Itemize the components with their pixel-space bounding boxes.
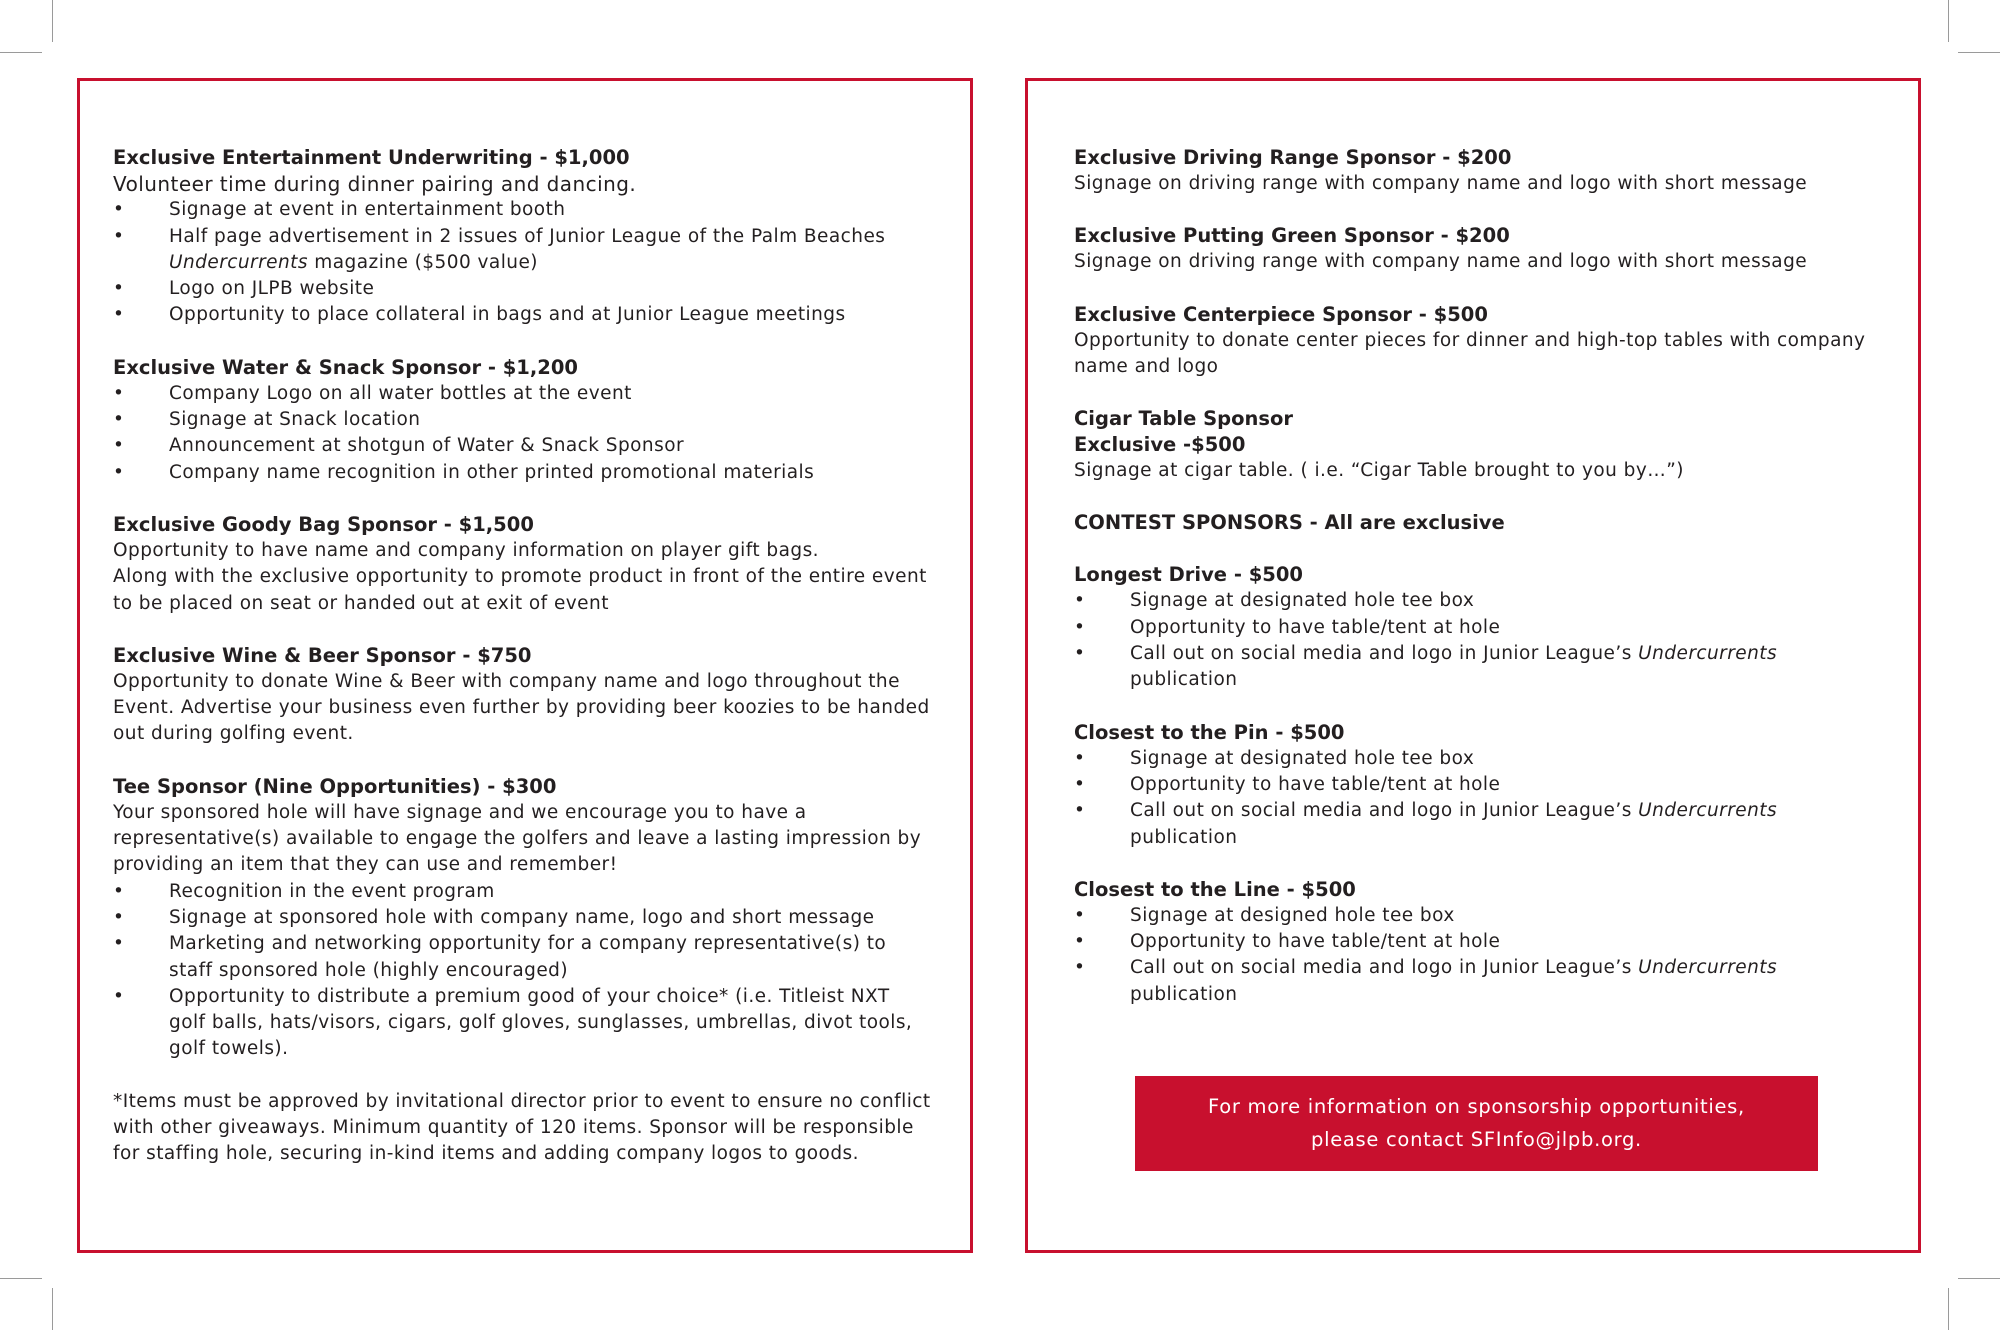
list-item: • Company Logo on all water bottles at the event (113, 382, 632, 404)
section-text: out during golfing event. (113, 723, 354, 745)
crop-mark (52, 1288, 53, 1330)
list-item: • Call out on social media and logo in Junior League’s Undercurrents publication (1074, 643, 1778, 691)
section-text: providing an item that they can use and remember! (113, 854, 618, 876)
section-heading: Closest to the Line - $500 (1074, 877, 1356, 901)
section-heading: Exclusive Wine & Beer Sponsor - $750 (113, 643, 532, 667)
footnote-text: *Items must be approved by invitational director prior to event to ensure no conflict (113, 1090, 931, 1112)
section-heading: Cigar Table Sponsor (1074, 407, 1294, 431)
contact-line: please contact SFInfo@jlpb.org. (1311, 1128, 1642, 1151)
contact-banner (1135, 1076, 1818, 1171)
list-item: • Signage at event in entertainment booth (113, 199, 566, 221)
left-panel (77, 78, 973, 1253)
list-item: • Announcement at shotgun of Water & Snack Sponsor (113, 435, 685, 457)
list-item: • Logo on JLPB website (113, 278, 375, 300)
list-item: • Signage at Snack location (113, 409, 421, 431)
section-subheading: Exclusive -$500 (1074, 433, 1246, 457)
section-text: Signage on driving range with company name and logo with short message (1074, 173, 1808, 194)
section-heading: Tee Sponsor (Nine Opportunities) - $300 (113, 774, 557, 798)
putting-green-section (1074, 223, 1888, 275)
section-text: Opportunity to donate Wine & Beer with company name and logo throughout the (113, 670, 900, 692)
closest-line-section (1074, 877, 1888, 1008)
crop-mark (1948, 1288, 1949, 1330)
list-item: • Signage at designated hole tee box (1074, 590, 1475, 612)
bullet-list (113, 197, 940, 328)
section-text: name and logo (1074, 355, 1219, 377)
cigar-section (1074, 406, 1888, 484)
section-heading: Closest to the Pin - $500 (1074, 720, 1345, 744)
list-item: • Signage at designed hole tee box (1074, 904, 1455, 926)
section-text: representative(s) available to engage the golfers and leave a lasting impression by (113, 828, 922, 850)
contest-heading-section (1074, 510, 1888, 536)
longest-drive-section (1074, 562, 1888, 693)
section-text: Opportunity to have name and company information on player gift bags. (113, 539, 820, 561)
crop-mark (1958, 1278, 2000, 1279)
list-item: • Recognition in the event program (113, 880, 495, 902)
section-text: Along with the exclusive opportunity to promote product in front of the entire event (113, 566, 927, 588)
list-item: • Call out on social media and logo in Junior League’s Undercurrents publication (1074, 800, 1778, 848)
list-item: • Opportunity to distribute a premium good of your choice* (i.e. Titleist NXT golf balls, hats/visors, cigars, golf gloves, sunglasses, umbrellas, divot tools, golf towels). (113, 985, 913, 1060)
driving-range-section (1074, 145, 1888, 197)
bullet-list (113, 879, 940, 1063)
section-text: Signage at cigar table. ( i.e. “Cigar Table brought to you by…”) (1074, 460, 1684, 482)
section-text: Your sponsored hole will have signage and we encourage you to have a (113, 801, 807, 823)
crop-mark (1958, 52, 2000, 53)
contact-line: For more information on sponsorship opportunities, (1208, 1095, 1745, 1118)
bullet-list (113, 381, 940, 486)
list-item: • Call out on social media and logo in Junior League’s Undercurrents publication (1074, 957, 1778, 1005)
list-item: • Marketing and networking opportunity for a company representative(s) to staff sponsored hole (highly encouraged) (113, 933, 887, 981)
footnote-text: with other giveaways. Minimum quantity of 120 items. Sponsor will be responsible (113, 1117, 914, 1139)
wine-beer-section (113, 643, 940, 748)
goody-bag-section (113, 512, 940, 617)
section-text: Event. Advertise your business even further by providing beer koozies to be handed (113, 697, 930, 719)
list-item: • Opportunity to place collateral in bags and at Junior League meetings (113, 304, 846, 326)
contest-heading: CONTEST SPONSORS - All are exclusive (1074, 511, 1505, 535)
bullet-list (1074, 588, 1888, 693)
section-intro: Volunteer time during dinner pairing and dancing. (113, 172, 637, 196)
water-snack-section (113, 355, 940, 486)
centerpiece-section (1074, 302, 1888, 381)
entertainment-section (113, 145, 940, 329)
closest-pin-section (1074, 720, 1888, 851)
section-text: Opportunity to donate center pieces for dinner and high-top tables with company (1074, 329, 1866, 351)
section-heading: Exclusive Centerpiece Sponsor - $500 (1074, 302, 1488, 326)
crop-mark (0, 52, 42, 53)
section-text: to be placed on seat or handed out at exit of event (113, 592, 609, 614)
section-heading: Exclusive Driving Range Sponsor - $200 (1074, 146, 1512, 169)
section-heading: Exclusive Entertainment Underwriting - $1,000 (113, 146, 630, 169)
crop-mark (1948, 0, 1949, 42)
bullet-list (1074, 903, 1888, 1008)
list-item: • Company name recognition in other printed promotional materials (113, 461, 815, 483)
section-text: Signage on driving range with company name and logo with short message (1074, 251, 1808, 273)
section-heading: Exclusive Putting Green Sponsor - $200 (1074, 224, 1510, 248)
list-item: • Half page advertisement in 2 issues of Junior League of the Palm Beaches Undercurrents magazine ($500 value) (113, 225, 886, 273)
bullet-list (1074, 746, 1888, 851)
section-heading: Longest Drive - $500 (1074, 563, 1303, 587)
crop-mark (52, 0, 53, 42)
tee-sponsor-section (113, 774, 940, 1063)
list-item: • Opportunity to have table/tent at hole (1074, 616, 1501, 638)
footnote (113, 1089, 940, 1168)
crop-mark (0, 1278, 42, 1279)
footnote-text: for staffing hole, securing in-kind items and adding company logos to goods. (113, 1143, 859, 1165)
list-item: • Signage at sponsored hole with company name, logo and short message (113, 906, 875, 928)
list-item: • Signage at designated hole tee box (1074, 747, 1475, 769)
list-item: • Opportunity to have table/tent at hole (1074, 773, 1501, 795)
section-heading: Exclusive Goody Bag Sponsor - $1,500 (113, 512, 534, 536)
list-item: • Opportunity to have table/tent at hole (1074, 931, 1501, 953)
section-heading: Exclusive Water & Snack Sponsor - $1,200 (113, 355, 578, 379)
